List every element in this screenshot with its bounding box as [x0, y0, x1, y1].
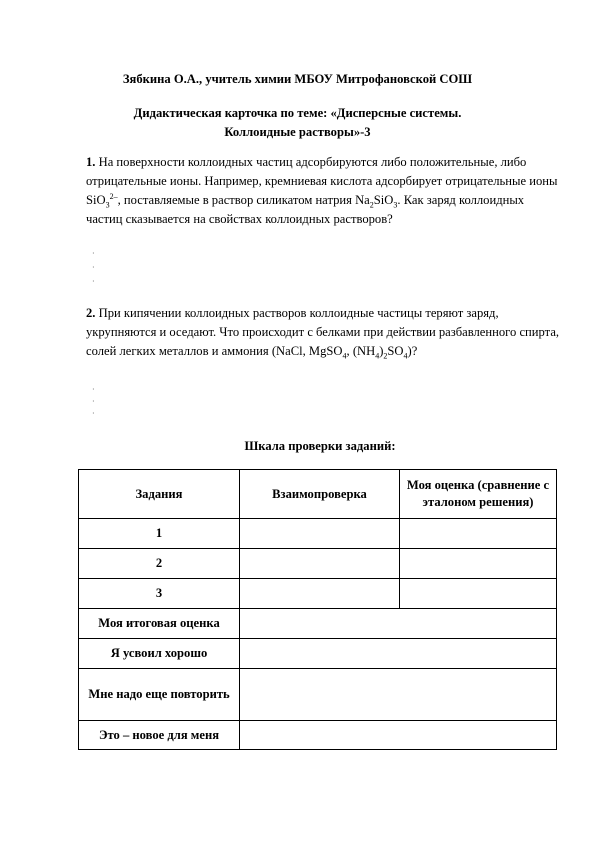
task-number-cell: 3 [79, 579, 240, 609]
answer-mark: · [92, 397, 95, 406]
task-2-sub-b: 4 [375, 351, 380, 361]
task-2-sub-a: 4 [342, 351, 347, 361]
card-title-line-1: Дидактическая карточка по теме: «Дисперсные системы. [133, 106, 462, 120]
task-1-text-a: На поверхности коллоидных частиц адсорбируются либо положительные, либо отрицательные ионы. Например, кремниевая кислота адсорбирует отрицательные ионы SiO [86, 155, 558, 207]
need-review-label: Мне надо еще повторить [79, 669, 240, 721]
header-tasks: Задания [79, 470, 240, 519]
peer-check-cell [240, 519, 400, 549]
task-2-text-e: )? [407, 344, 418, 358]
answer-mark: · [92, 277, 95, 286]
task-1-text-d: . Как заряд коллоидных частиц сказывается на свойствах коллоидных растворов? [86, 193, 525, 226]
self-grade-cell [400, 579, 557, 609]
learned-well-cell [240, 639, 557, 669]
task-1 [86, 153, 561, 229]
task-2-text-c: ) [379, 344, 384, 358]
header-peer-check: Взаимопроверка [240, 470, 400, 519]
task-number-cell: 2 [79, 549, 240, 579]
answer-mark: · [92, 263, 95, 272]
task-2-sub-c: 2 [383, 351, 388, 361]
task-1-sub-c: 3 [393, 200, 398, 210]
task-2-text-b: , (NH [346, 344, 376, 358]
author-line: Зябкина О.А., учитель химии МБОУ Митрофановской СОШ [122, 72, 473, 86]
self-grade-cell [400, 519, 557, 549]
learned-well-label: Я усвоил хорошо [79, 639, 240, 669]
final-grade-label: Моя итоговая оценка [79, 609, 240, 639]
task-number-cell: 1 [79, 519, 240, 549]
task-2-sub-d: 4 [403, 351, 408, 361]
need-review-cell [240, 669, 557, 721]
task-1-number: 1. [86, 155, 96, 169]
task-1-text-b: , поставляемые в раствор силикатом натрия Na [117, 193, 370, 207]
task-1-text-c: SiO [373, 193, 394, 207]
new-for-me-cell [240, 721, 557, 750]
check-scale-table [78, 469, 557, 750]
peer-check-cell [240, 549, 400, 579]
task-2-number: 2. [86, 306, 96, 320]
self-grade-cell [400, 549, 557, 579]
new-for-me-label: Это – новое для меня [79, 721, 240, 750]
answer-mark: · [92, 249, 95, 258]
answer-mark: · [92, 409, 95, 418]
card-title-line-2: Коллоидные растворы»-3 [224, 125, 371, 139]
answer-mark: · [92, 385, 95, 394]
task-2-text-d: SO [387, 344, 404, 358]
check-scale-title: Шкала проверки заданий: [244, 439, 396, 453]
task-2-text-a: При кипячении коллоидных растворов коллоидные частицы теряют заряд, укрупняются и оседают. Что происходит с белками при действии разбавленного спирта, солей легких металлов и аммония (NaCl, MgSO [86, 306, 560, 358]
peer-check-cell [240, 579, 400, 609]
task-1-sub-b: 2 [369, 200, 374, 210]
task-1-sup-a: 2– [109, 191, 118, 201]
final-grade-cell [240, 609, 557, 639]
task-1-sub-a: 3 [105, 200, 110, 210]
header-self-grade: Моя оценка (сравнение с эталоном решения) [400, 470, 557, 519]
task-2 [86, 304, 561, 361]
